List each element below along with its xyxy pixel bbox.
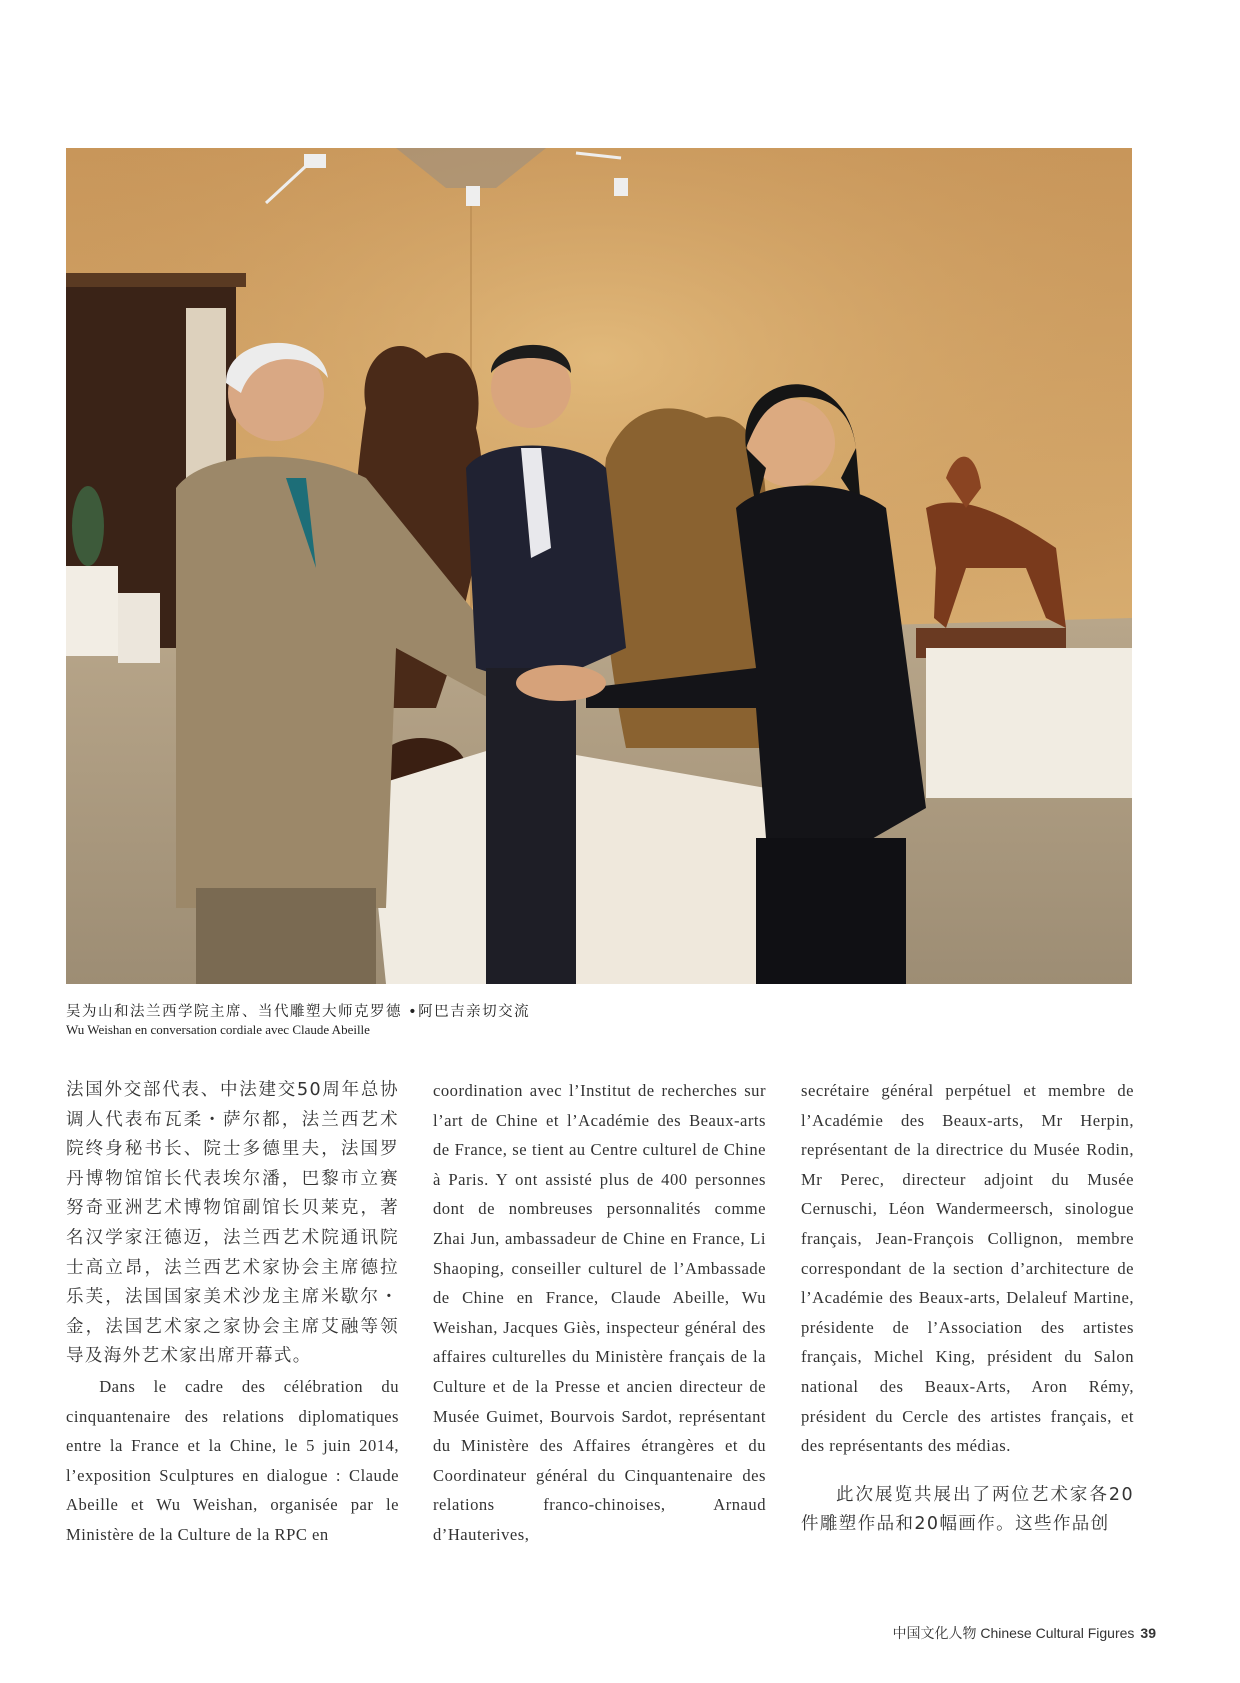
text-column-2	[433, 1076, 766, 1550]
photo-caption-chinese: 吴为山和法兰西学院主席、当代雕塑大师克罗德 •阿巴吉亲切交流	[66, 1004, 531, 1020]
photo-illustration	[66, 148, 1132, 984]
paragraph-chinese-exhibition: 此次展览共展出了两位艺术家各20件雕塑作品和20幅画作。这些作品创	[801, 1484, 1134, 1535]
main-photo	[66, 148, 1132, 984]
paragraph-french-attendees: secrétaire général perpétuel et membre de l’Académie des Beaux-arts, Mr Herpin, représentant de la directrice du Musée Rodin, Mr Perec, directeur adjoint du Musée Cernuschi, Léon Wandermeersch, sinologue français, Jean-François Collignon, membre correspondant de la section d’architecture de l’Académie des Beaux-arts, Delaleuf Martine, présidente de l’Association des artistes français, Michel King, président du Salon national des Beaux-Arts, Aron Rémy, président du Cercle des artistes français, et des représentants des médias.	[801, 1081, 1134, 1456]
page-footer	[892, 1623, 1156, 1643]
paragraph-french-continued: coordination avec l’Institut de recherches sur l’art de Chine et l’Académie des Beaux-arts de France, se tient au Centre culturel de Chine à Paris. Y ont assisté plus de 400 personnes dont de nombreuses personnalités comme Zhai Jun, ambassadeur de Chine en France, Li Shaoping, conseiller culturel de l’Ambassade de Chine en France, Claude Abeille, Wu Weishan, Jacques Giès, inspecteur général des affaires culturelles du Ministère français de la Culture et de la Presse et ancien directeur de Musée Guimet, Bourvois Sardot, représentant du Ministère des Affaires étrangères et du Coordinateur général du Cinquantenaire des relations franco-chinoises, Arnaud d’Hauterives,	[433, 1081, 766, 1544]
paragraph-spacer	[801, 1461, 1134, 1481]
text-column-3	[801, 1076, 1134, 1540]
paragraph-french-intro: Dans le cadre des célébration du cinquantenaire des relations diplomatiques entre la France et la Chine, le 5 juin 2014, l’exposition Sculptures en dialogue : Claude Abeille et Wu Weishan, organisée par le Ministère de la Culture de la RPC en	[66, 1376, 399, 1544]
page-number: 39	[1140, 1625, 1156, 1641]
photo-caption-french: Wu Weishan en conversation cordiale avec Claude Abeille	[66, 1022, 370, 1037]
text-column-1	[66, 1076, 399, 1550]
paragraph-chinese-guests: 法国外交部代表、中法建交50周年总协调人代表布瓦柔・萨尔都，法兰西艺术院终身秘书长、院士多德里夫，法国罗丹博物馆馆长代表埃尔潘，巴黎市立赛努奇亚洲艺术博物馆副馆长贝莱克，著名汉学家汪德迈，法兰西艺术院通讯院士高立昂，法兰西艺术家协会主席德拉乐芙，法国国家美术沙龙主席米歇尔・金，法国艺术家之家协会主席艾融等领导及海外艺术家出席开幕式。	[66, 1080, 399, 1367]
magazine-title: 中国文化人物 Chinese Cultural Figures	[892, 1625, 1135, 1641]
